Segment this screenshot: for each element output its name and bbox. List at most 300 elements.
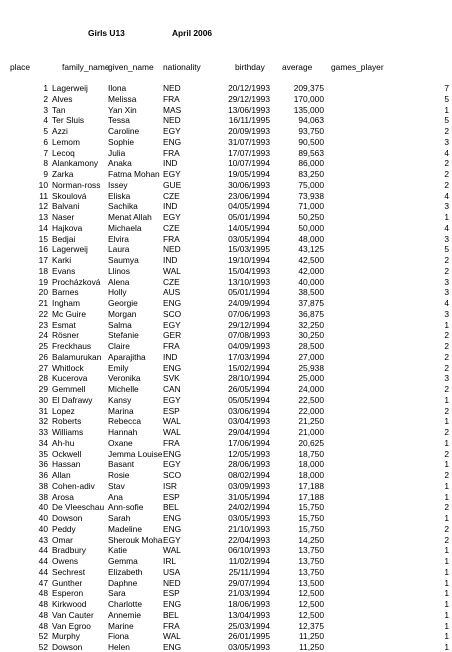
cell-place: 31 — [38, 405, 48, 416]
header-nationality: nationality — [163, 62, 201, 72]
cell-games-played: 2 — [444, 330, 449, 341]
cell-place: 33 — [38, 427, 48, 437]
cell-family-name: Roberts — [52, 416, 82, 427]
cell-games-played: 3 — [444, 308, 449, 319]
cell-given-name: Marina — [108, 405, 134, 416]
cell-nationality: FRA — [163, 233, 180, 244]
cell-place: 40 — [38, 502, 48, 513]
cell-nationality: GUE — [163, 179, 182, 190]
cell-games-played: 1 — [444, 631, 449, 642]
cell-family-name: Dowson — [52, 642, 83, 652]
cell-average: 17,188 — [298, 491, 324, 502]
cell-birthday: 15/03/1995 — [228, 244, 270, 255]
cell-average: 22,000 — [298, 405, 324, 416]
table-row — [0, 287, 452, 297]
cell-nationality: WAL — [163, 416, 181, 427]
cell-place: 30 — [38, 394, 48, 405]
cell-family-name: Balvani — [52, 201, 80, 212]
cell-family-name: Kirkwood — [52, 599, 87, 609]
cell-given-name: Emily — [108, 362, 129, 373]
cell-games-played: 5 — [444, 244, 449, 255]
cell-games-played: 2 — [444, 448, 449, 459]
cell-family-name: Ter Sluis — [52, 115, 85, 126]
table-row — [0, 395, 452, 405]
cell-nationality: EGY — [163, 212, 181, 222]
table-row — [0, 330, 452, 340]
cell-place: 15 — [38, 233, 48, 244]
cell-games-played: 1 — [444, 212, 449, 222]
cell-average: 48,000 — [298, 233, 324, 244]
cell-place: 25 — [38, 341, 48, 351]
cell-games-played: 1 — [444, 620, 449, 631]
table-row — [0, 567, 452, 577]
cell-games-played: 2 — [444, 534, 449, 545]
table-row — [0, 373, 452, 383]
cell-birthday: 12/05/1993 — [228, 448, 270, 459]
cell-birthday: 05/01/1994 — [228, 287, 270, 298]
cell-average: 42,500 — [298, 255, 324, 265]
cell-given-name: Anaka — [108, 158, 132, 169]
cell-birthday: 08/02/1994 — [228, 470, 270, 480]
cell-birthday: 28/10/1994 — [228, 373, 270, 384]
table-row — [0, 513, 452, 523]
cell-birthday: 19/10/1994 — [228, 255, 270, 265]
cell-place: 40 — [38, 513, 48, 523]
cell-games-played: 2 — [444, 169, 449, 179]
cell-given-name: Daphne — [108, 577, 138, 588]
cell-games-played: 4 — [444, 147, 449, 158]
cell-given-name: Holly — [108, 287, 127, 298]
cell-nationality: ENG — [163, 513, 182, 523]
cell-family-name: Williams — [52, 427, 84, 437]
cell-family-name: Van Egroo — [52, 620, 91, 631]
cell-family-name: Murphy — [52, 631, 80, 642]
cell-birthday: 03/06/1994 — [228, 405, 270, 416]
cell-average: 21,000 — [298, 427, 324, 437]
table-row — [0, 459, 452, 469]
cell-given-name: Ana — [108, 491, 123, 502]
cell-given-name: Claire — [108, 341, 130, 351]
cell-nationality: NED — [163, 83, 181, 93]
cell-place: 16 — [38, 244, 48, 255]
cell-games-played: 4 — [444, 222, 449, 233]
table-row — [0, 201, 452, 211]
cell-given-name: Sarah — [108, 513, 131, 523]
cell-birthday: 22/04/1993 — [228, 534, 270, 545]
cell-nationality: EGY — [163, 459, 181, 470]
cell-family-name: Owens — [52, 556, 79, 566]
header-birthday: birthday — [235, 62, 265, 72]
cell-place: 10 — [38, 179, 48, 190]
table-row — [0, 416, 452, 426]
cell-average: 73,938 — [298, 190, 324, 201]
cell-birthday: 21/10/1993 — [228, 523, 270, 534]
cell-average: 11,250 — [299, 631, 324, 642]
cell-family-name: Arosa — [52, 491, 74, 502]
cell-average: 37,875 — [298, 298, 324, 308]
cell-birthday: 18/06/1993 — [228, 599, 270, 609]
cell-nationality: FRA — [163, 620, 180, 631]
table-row — [0, 406, 452, 416]
cell-birthday: 13/04/1993 — [228, 609, 270, 620]
cell-birthday: 03/05/1993 — [228, 642, 270, 652]
cell-games-played: 3 — [444, 287, 449, 298]
cell-family-name: Whitlock — [52, 362, 84, 373]
cell-nationality: USA — [163, 566, 181, 577]
cell-given-name: Caroline — [108, 126, 140, 136]
cell-average: 93,750 — [298, 126, 324, 136]
cell-given-name: Alena — [108, 276, 130, 287]
cell-average: 24,000 — [298, 384, 324, 394]
cell-average: 135,000 — [293, 104, 324, 115]
cell-birthday: 25/11/1994 — [228, 566, 270, 577]
cell-place: 44 — [38, 556, 48, 566]
cell-nationality: IND — [163, 158, 178, 169]
cell-average: 18,750 — [298, 448, 324, 459]
cell-birthday: 26/05/1994 — [228, 384, 270, 394]
cell-games-played: 1 — [444, 609, 449, 620]
cell-family-name: Kucerova — [52, 373, 88, 384]
cell-place: 3 — [43, 104, 48, 115]
cell-place: 32 — [38, 416, 48, 427]
cell-average: 18,000 — [298, 459, 324, 470]
cell-nationality: FRA — [163, 437, 180, 448]
table-row — [0, 545, 452, 555]
table-row — [0, 244, 452, 254]
cell-place: 28 — [38, 373, 48, 384]
cell-birthday: 07/06/1993 — [228, 308, 270, 319]
cell-games-played: 1 — [444, 394, 449, 405]
cell-given-name: Ilona — [108, 83, 127, 93]
table-row — [0, 115, 452, 125]
cell-family-name: Norman-ross — [52, 179, 101, 190]
cell-family-name: De Vleeschau — [52, 502, 105, 513]
cell-given-name: Yan Xin — [108, 104, 137, 115]
cell-given-name: Jemma Louise — [108, 448, 163, 459]
cell-birthday: 29/12/1994 — [228, 319, 270, 330]
cell-birthday: 04/05/1994 — [228, 201, 270, 212]
cell-nationality: IND — [163, 201, 178, 212]
cell-birthday: 21/03/1994 — [228, 588, 270, 599]
cell-games-played: 1 — [444, 459, 449, 470]
cell-average: 71,000 — [298, 201, 324, 212]
table-row — [0, 309, 452, 319]
cell-birthday: 03/04/1993 — [228, 416, 270, 427]
cell-family-name: Esmat — [52, 319, 76, 330]
cell-family-name: Evans — [52, 265, 76, 276]
cell-place: 1 — [43, 83, 48, 93]
cell-nationality: ENG — [163, 599, 182, 609]
cell-birthday: 16/11/1995 — [228, 115, 270, 126]
cell-family-name: Lemom — [52, 136, 80, 147]
cell-given-name: Elvira — [108, 233, 129, 244]
cell-place: 36 — [38, 470, 48, 480]
cell-family-name: Allan — [52, 470, 71, 480]
cell-average: 13,750 — [298, 556, 324, 566]
table-row — [0, 502, 452, 512]
cell-family-name: Rösner — [52, 330, 79, 341]
cell-birthday: 15/02/1994 — [228, 362, 270, 373]
cell-given-name: Rosie — [108, 470, 130, 480]
cell-birthday: 20/09/1993 — [228, 126, 270, 136]
cell-family-name: Barnes — [52, 287, 79, 298]
cell-given-name: Tessa — [108, 115, 130, 126]
cell-place: 43 — [38, 534, 48, 545]
cell-nationality: WAL — [163, 545, 181, 556]
cell-given-name: Rebecca — [108, 416, 142, 427]
cell-games-played: 2 — [444, 255, 449, 265]
cell-games-played: 2 — [444, 341, 449, 351]
cell-average: 15,750 — [298, 502, 324, 513]
cell-given-name: Hannah — [108, 427, 138, 437]
table-row — [0, 137, 452, 147]
cell-games-played: 5 — [444, 93, 449, 104]
cell-games-played: 3 — [444, 136, 449, 147]
cell-given-name: Laura — [108, 244, 130, 255]
table-row — [0, 524, 452, 534]
cell-birthday: 29/12/1993 — [228, 93, 270, 104]
cell-family-name: Zarka — [52, 169, 74, 179]
cell-family-name: Ockwell — [52, 448, 82, 459]
table-row — [0, 352, 452, 362]
cell-nationality: EGY — [163, 126, 181, 136]
cell-games-played: 2 — [444, 502, 449, 513]
cell-average: 50,000 — [298, 222, 324, 233]
cell-games-played: 1 — [444, 642, 449, 652]
cell-games-played: 4 — [444, 190, 449, 201]
cell-given-name: Sophie — [108, 136, 135, 147]
cell-family-name: Bradbury — [52, 545, 86, 556]
table-row — [0, 631, 452, 641]
cell-games-played: 2 — [444, 405, 449, 416]
header-games-played: games_player — [331, 62, 384, 72]
cell-family-name: Cohen-adiv — [52, 480, 95, 491]
cell-birthday: 04/09/1993 — [228, 341, 270, 351]
cell-birthday: 13/06/1993 — [228, 104, 270, 115]
table-row — [0, 83, 452, 93]
cell-given-name: Stav — [108, 480, 125, 491]
table-row — [0, 449, 452, 459]
cell-games-played: 1 — [444, 556, 449, 566]
table-row — [0, 427, 452, 437]
cell-games-played: 1 — [444, 566, 449, 577]
cell-average: 15,750 — [298, 513, 324, 523]
cell-nationality: CAN — [163, 384, 181, 394]
cell-birthday: 03/09/1993 — [228, 480, 270, 491]
header-place: place — [10, 62, 31, 72]
cell-place: 38 — [38, 491, 48, 502]
cell-average: 12,375 — [298, 620, 324, 631]
cell-birthday: 30/06/1993 — [228, 179, 270, 190]
cell-birthday: 10/07/1994 — [228, 158, 270, 169]
cell-games-played: 1 — [444, 437, 449, 448]
table-row — [0, 126, 452, 136]
cell-family-name: Ingham — [52, 298, 80, 308]
cell-birthday: 11/02/1994 — [228, 556, 270, 566]
cell-family-name: Alves — [52, 93, 73, 104]
cell-place: 11 — [39, 190, 48, 201]
cell-given-name: Georgie — [108, 298, 138, 308]
cell-games-played: 3 — [444, 201, 449, 212]
cell-average: 75,000 — [298, 179, 324, 190]
cell-place: 27 — [38, 362, 48, 373]
cell-given-name: Aparajitha — [108, 351, 146, 362]
cell-birthday: 03/05/1993 — [228, 513, 270, 523]
table-row — [0, 438, 452, 448]
cell-given-name: Sara — [108, 588, 126, 599]
cell-birthday: 28/06/1993 — [228, 459, 270, 470]
cell-place: 29 — [38, 384, 48, 394]
cell-family-name: Procházková — [52, 276, 101, 287]
cell-family-name: Alankamony — [52, 158, 99, 169]
cell-given-name: Marine — [108, 620, 134, 631]
cell-games-played: 3 — [444, 373, 449, 384]
cell-family-name: Esperon — [52, 588, 84, 599]
cell-average: 22,500 — [298, 394, 324, 405]
cell-given-name: Elizabeth — [108, 566, 143, 577]
cell-given-name: Ann-sofie — [108, 502, 144, 513]
table-row — [0, 481, 452, 491]
cell-given-name: Annemie — [108, 609, 142, 620]
cell-given-name: Eliska — [108, 190, 131, 201]
cell-family-name: Peddy — [52, 523, 76, 534]
cell-place: 26 — [38, 351, 48, 362]
table-row — [0, 158, 452, 168]
cell-average: 38,500 — [298, 287, 324, 298]
cell-nationality: FRA — [163, 93, 180, 104]
cell-birthday: 03/05/1994 — [228, 233, 270, 244]
cell-nationality: ENG — [163, 523, 182, 534]
cell-nationality: ENG — [163, 642, 182, 652]
cell-given-name: Michelle — [108, 384, 139, 394]
cell-average: 14,250 — [298, 534, 324, 545]
cell-family-name: Azzi — [52, 126, 68, 136]
cell-average: 12,500 — [298, 599, 324, 609]
cell-nationality: NED — [163, 115, 181, 126]
cell-family-name: Sechrest — [52, 566, 86, 577]
cell-family-name: Lagerweij — [52, 83, 88, 93]
cell-birthday: 26/01/1995 — [228, 631, 270, 642]
cell-family-name: Mc Guire — [52, 308, 86, 319]
cell-nationality: CZE — [163, 276, 180, 287]
cell-average: 12,500 — [298, 609, 324, 620]
cell-nationality: EGY — [163, 394, 181, 405]
cell-given-name: Menat Allah — [108, 212, 152, 222]
cell-games-played: 2 — [444, 384, 449, 394]
table-row — [0, 255, 452, 265]
cell-games-played: 1 — [444, 599, 449, 609]
table-row — [0, 384, 452, 394]
table-row — [0, 320, 452, 330]
cell-average: 12,500 — [298, 588, 324, 599]
cell-average: 20,625 — [298, 437, 324, 448]
table-row — [0, 642, 452, 652]
cell-place: 22 — [38, 308, 48, 319]
cell-average: 25,938 — [298, 362, 324, 373]
cell-birthday: 31/05/1994 — [228, 491, 270, 502]
cell-given-name: Madeline — [108, 523, 142, 534]
cell-average: 11,250 — [299, 642, 324, 652]
table-row — [0, 277, 452, 287]
cell-given-name: Salma — [108, 319, 132, 330]
header-average: average — [282, 62, 313, 72]
table-row — [0, 298, 452, 308]
cell-place: 52 — [38, 631, 48, 642]
cell-family-name: Omar — [52, 534, 73, 545]
cell-place: 34 — [38, 437, 48, 448]
cell-average: 13,750 — [298, 566, 324, 577]
cell-average: 42,000 — [298, 265, 324, 276]
cell-birthday: 23/06/1994 — [228, 190, 270, 201]
table-row — [0, 169, 452, 179]
cell-birthday: 06/10/1993 — [228, 545, 270, 556]
cell-place: 12 — [38, 201, 48, 212]
cell-birthday: 15/04/1993 — [228, 265, 270, 276]
table-row — [0, 492, 452, 502]
cell-family-name: Hajkova — [52, 222, 83, 233]
cell-games-played: 2 — [444, 126, 449, 136]
cell-nationality: ISR — [163, 480, 177, 491]
cell-nationality: IND — [163, 255, 178, 265]
cell-given-name: Sherouk Moha — [108, 534, 163, 545]
cell-birthday: 13/10/1993 — [228, 276, 270, 287]
cell-given-name: Sachika — [108, 201, 138, 212]
cell-family-name: Dowson — [52, 513, 83, 523]
cell-birthday: 07/08/1993 — [228, 330, 270, 341]
cell-place: 36 — [38, 459, 48, 470]
cell-birthday: 29/07/1994 — [228, 577, 270, 588]
cell-nationality: ENG — [163, 362, 182, 373]
cell-average: 83,250 — [298, 169, 324, 179]
cell-given-name: Saumya — [108, 255, 139, 265]
cell-place: 6 — [43, 136, 48, 147]
cell-games-played: 5 — [444, 115, 449, 126]
cell-place: 21 — [38, 298, 48, 308]
cell-given-name: Julia — [108, 147, 126, 158]
cell-given-name: Fiona — [108, 631, 129, 642]
cell-place: 48 — [38, 599, 48, 609]
table-row — [0, 470, 452, 480]
cell-place: 48 — [38, 609, 48, 620]
cell-nationality: EGY — [163, 169, 181, 179]
cell-average: 94,063 — [298, 115, 324, 126]
cell-given-name: Issey — [108, 179, 128, 190]
cell-nationality: IRL — [163, 556, 177, 566]
cell-nationality: SCO — [163, 308, 182, 319]
cell-average: 90,500 — [298, 136, 324, 147]
cell-games-played: 1 — [444, 588, 449, 599]
cell-family-name: Gunther — [52, 577, 83, 588]
cell-place: 44 — [38, 545, 48, 556]
cell-games-played: 1 — [444, 480, 449, 491]
cell-games-played: 1 — [444, 491, 449, 502]
cell-nationality: EGY — [163, 319, 181, 330]
table-row — [0, 363, 452, 373]
table-row — [0, 180, 452, 190]
cell-games-played: 7 — [444, 83, 449, 93]
cell-average: 170,000 — [293, 93, 324, 104]
cell-given-name: Kansy — [108, 394, 132, 405]
table-row — [0, 588, 452, 598]
cell-family-name: Lopez — [52, 405, 75, 416]
table-row — [0, 105, 452, 115]
cell-place: 13 — [38, 212, 48, 222]
cell-family-name: Freckhaus — [52, 341, 92, 351]
cell-average: 32,250 — [298, 319, 324, 330]
cell-family-name: Balamurukan — [52, 351, 102, 362]
cell-games-played: 1 — [444, 513, 449, 523]
cell-given-name: Charlotte — [108, 599, 142, 609]
